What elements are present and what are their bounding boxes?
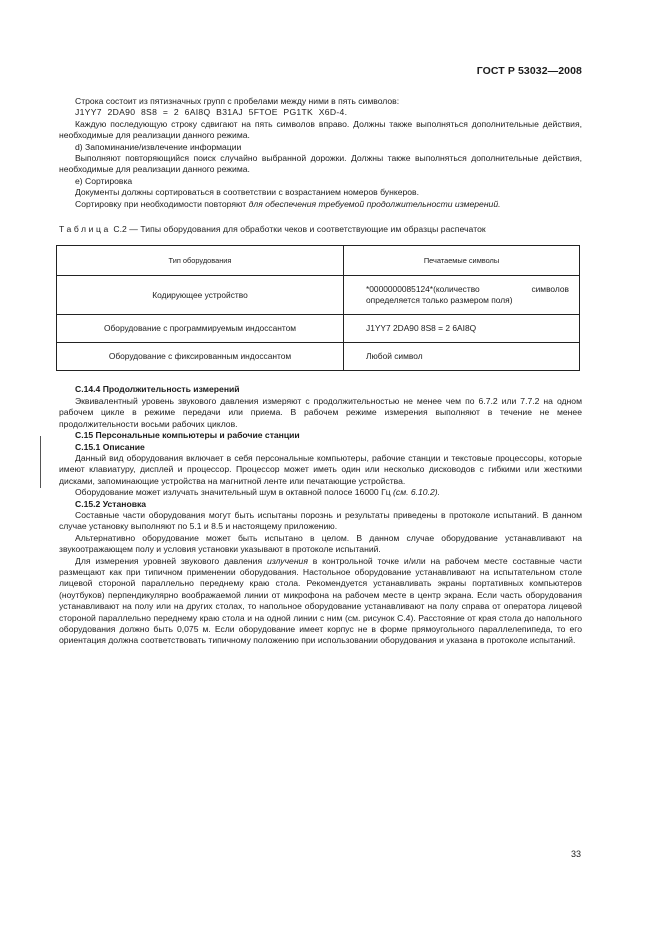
text-span: в контрольной точке и/или на рабочем месте составные части размещают как при типичном применении оборудования. Настольное оборудование устанавливают на испытательном столе лицевой стороной параллельно переднему краю стола. Рекомендуется устанавливать экраны портативных компьютеров (ноутбуков) перпендикулярно воображаемой линии от микрофона на рабочем месте в центр экрана. Если часть оборудования устанавливают на полу или на других столах, то напольное оборудование устанавливают на полу справа от оператора лицевой стороной параллельно переднему краю стола и на одной линии с ним (см. рисунок С.4). Расстояние от края стола до напольного оборудования должно быть 0,075 м. Если оборудование имеет корпус не в форме прямоугольного параллелепипеда, то его ориентация должна соответствовать типичному положению при использовании оборудования и указана в протоколе испытаний.: [59, 555, 582, 646]
table-row: [57, 315, 580, 343]
table-header-row: [57, 246, 580, 276]
paragraph: Каждую последующую строку сдвигают на пять символов вправо. Должны также выполняться дополнительные действия, необходимые для реализации данного режима.: [59, 118, 582, 141]
italic-span: излучения: [266, 555, 308, 566]
paragraph: Данный вид оборудования включает в себя персональные компьютеры, рабочие станции и текстовые процессоры, которые имеют клавиатуру, дисплей и процессор. Процессор может иметь один или несколько дисководов с гибкими или жесткими дисками, запоминающие устройства на магнитной ленте или печатающие устройства.: [59, 452, 582, 486]
list-item-e: е) Сортировка: [75, 175, 133, 186]
paragraph: Строка состоит из пятизначных групп с пробелами между ними в пять символов:: [75, 96, 400, 106]
section-heading: С.15 Персональные компьютеры и рабочие станции: [75, 430, 300, 441]
italic-span: (см. 6.10.2).: [393, 487, 440, 498]
table-cell: *0000000085124*(количество символов определяется только размером поля): [344, 276, 580, 315]
section-heading: С.14.4 Продолжительность измерений: [75, 384, 240, 395]
paragraph: Выполняют повторяющийся поиск случайно выбранной дорожки. Должны также выполняться дополнительные действия, необходимые для реализации данного режима.: [59, 153, 582, 175]
table-caption: [59, 224, 582, 235]
paragraph: Альтернативно оборудование может быть испытано в целом. В данном случае оборудование устанавливают на звукоотражающем полу и условия установки указывают в протоколе испытаний.: [59, 532, 582, 555]
table-row: [57, 276, 580, 315]
table-cell: Оборудование с фиксированным индоссантом: [57, 343, 344, 371]
list-item-d: d) Запоминание/извлечение информации: [75, 141, 242, 152]
table-row: [57, 343, 580, 371]
page-number: 33: [571, 849, 582, 859]
caption-label: Таблица: [59, 224, 111, 235]
header-printed-symbols: Печатаемые символы: [344, 246, 580, 276]
italic-span: для обеспечения требуемой продолжительности измерений.: [248, 198, 501, 209]
paragraph: [59, 487, 582, 498]
header-equipment-type: Тип оборудования: [57, 246, 344, 276]
paragraph: Составные части оборудования могут быть испытаны порознь и результаты приведены в протоколе испытаний. В данном случае установку выполняют по 5.1 и 8.5 и настоящему приложению.: [59, 509, 582, 532]
text-span: Сортировку при необходимости повторяют: [75, 198, 249, 209]
symbol-string: J1YY7 2DA90 8S8 = 2 6AI8Q B31AJ 5FTOE PG1TK X6D-4.: [75, 107, 348, 118]
subsection-heading: С.15.1 Описание: [75, 441, 145, 452]
table-cell: Кодирующее устройство: [57, 276, 344, 315]
subsection-heading: С.15.2 Установка: [75, 498, 147, 509]
text-span: Оборудование может излучать значительный шум в октавной полосе 16000 Гц: [75, 487, 394, 498]
caption-text: С.2 — Типы оборудования для обработки чеков и соответствующие им образцы распечаток: [110, 224, 486, 235]
table-cell: Любой символ: [344, 343, 580, 371]
table-cell: Оборудование с программируемым индоссантом: [57, 315, 344, 343]
paragraph: [59, 556, 582, 647]
equipment-table: [56, 245, 580, 371]
paragraph: [59, 199, 582, 210]
paragraph: Эквивалентный уровень звукового давления измеряют с продолжительностью не менее чем по 6.7.2 или 7.7.2 на одном рабочем цикле в режиме передачи или приема. В рабочем режиме измерения выполняют в течение не менее продолжительности восьми рабочих циклов.: [59, 395, 582, 429]
revision-bar: [40, 436, 41, 488]
table-cell: J1YY7 2DA90 8S8 = 2 6AI8Q: [344, 315, 580, 343]
paragraph: Документы должны сортироваться в соответствии с возрастанием номеров бункеров.: [75, 187, 419, 198]
standard-header: ГОСТ Р 53032—2008: [476, 65, 582, 77]
text-span: Для измерения уровней звукового давления: [75, 555, 267, 566]
page-body: [59, 96, 582, 647]
